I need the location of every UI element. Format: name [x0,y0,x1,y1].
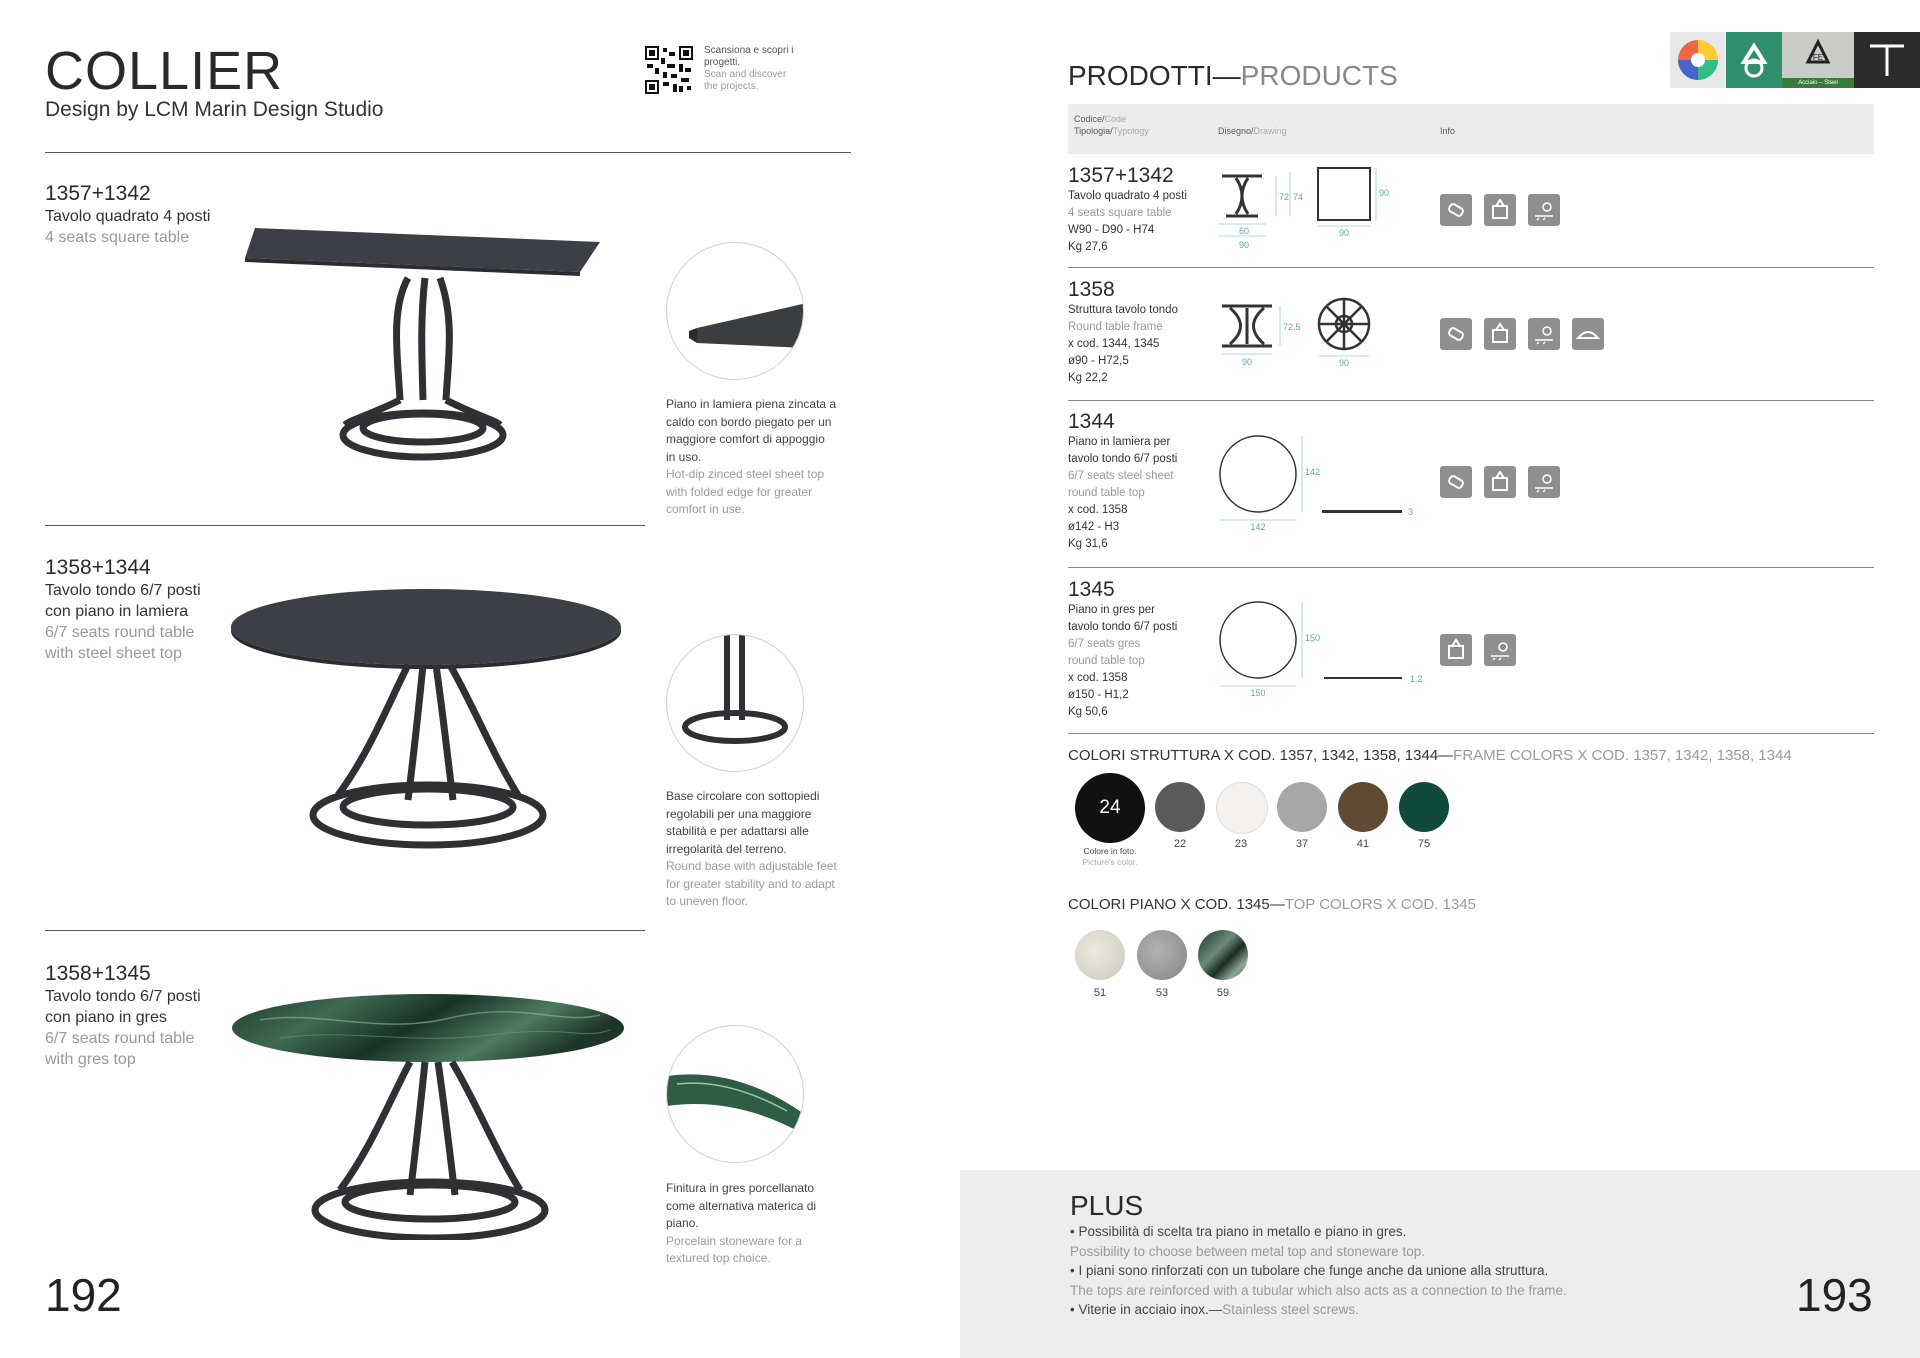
dim-label: 90 [1241,357,1253,367]
header-code-en: Code [1104,114,1127,124]
top-colors-title-en: TOP COLORS X COD. 1345 [1284,896,1476,913]
products-heading-sep: — [1212,60,1241,91]
note-3-it-line: Finitura in gres porcellanato [666,1181,815,1195]
note-3-it-line: come alternativa materica di [666,1198,817,1213]
dim-label: 90 [1238,240,1250,250]
dim-label: 3 [1408,507,1414,517]
dim-label: 72.5 [1283,322,1301,332]
dim-label: 1.2 [1410,674,1423,684]
item-desc-it: con piano in gres [45,1009,167,1026]
picture-color-en: Picture's color. [1082,857,1138,867]
color-swatch[interactable] [1155,782,1205,832]
adjustable-feet-icon [1572,318,1604,350]
weight-capacity-icon [1484,466,1516,498]
weight-capacity-icon [1440,634,1472,666]
drawing-1344 [1210,430,1430,535]
color-swatch-selected[interactable] [1075,773,1145,843]
weather-resistant-icon [1528,194,1560,226]
note-1-it-line: in uso. [666,449,702,464]
product-line: Piano in lamiera per [1068,436,1171,448]
dim-label: 90 [1379,188,1390,198]
header-drawing-it: Disegno/ [1218,126,1254,136]
note-1 [666,396,846,519]
color-wheel-icon [1670,32,1726,88]
swatch-label: 53 [1155,987,1169,999]
detail-circle-top-edge [666,242,804,380]
note-2-en-line: for greater stability and to adapt [666,876,835,891]
header-drawing-en: Drawing [1253,126,1287,136]
weather-resistant-icon [1528,318,1560,350]
product-line: ø90 - H72,5 [1068,355,1129,367]
product-line: ø142 - H3 [1068,521,1120,533]
dim-label: 60 [1238,226,1250,236]
product-line: Kg 50,6 [1068,706,1108,718]
product-line: x cod. 1344, 1345 [1068,338,1160,350]
swatch-label: 24 [1099,797,1121,818]
product-line: x cod. 1358 [1068,672,1128,684]
products-heading-en: PRODUCTS [1240,60,1398,91]
products-heading-it: PRODOTTI [1068,60,1213,91]
frame-colors-title-en: FRAME COLORS X COD. 1357, 1342, 1358, 1344 [1453,747,1792,764]
qr-code[interactable] [645,46,693,94]
drawing-1358 [1210,290,1400,370]
note-1-it-line: Piano in lamiera piena zincata a [666,397,837,411]
dim-label: 74 [1293,192,1304,202]
product-row-1345 [1068,578,1177,721]
frame-colors-title-it: COLORI STRUTTURA X COD. 1357, 1342, 1358, 1344 [1068,747,1439,764]
plus-title: PLUS [1070,1190,1144,1221]
item-desc-en: 6/7 seats round table [45,624,195,641]
round-gres-table-image [230,990,630,1240]
plus-last-en: Stainless steel screws. [1222,1302,1359,1317]
swatch-label: 41 [1356,838,1370,850]
note-1-en-line: comfort in use. [666,502,745,516]
plus-line: The tops are reinforced with a tubular which also acts as a connection to the frame. [1070,1282,1567,1298]
section-rule [45,930,645,931]
item-desc-it: Tavolo tondo 6/7 posti [45,988,201,1005]
svg-text:FE: FE [1812,53,1824,62]
swatch-label: 75 [1417,838,1431,850]
product-line: x cod. 1358 [1068,504,1128,516]
note-3 [666,1180,846,1268]
row-divider [1068,267,1874,268]
dim-label: 72 [1279,192,1290,202]
dim-label: 90 [1338,358,1350,368]
dim-label: 150 [1305,633,1321,643]
typology-t-icon [1854,32,1920,88]
screws-info-icon [1440,466,1472,498]
product-line: tavolo tondo 6/7 posti [1068,453,1178,465]
note-1-it-line: maggiore comfort di appoggio [666,432,825,446]
color-swatch[interactable] [1075,930,1125,980]
swatch-label: 59 [1216,987,1230,999]
steel-recycle-icon [1782,32,1854,88]
dim-label: 142 [1250,522,1266,532]
item-desc-it: Tavolo quadrato 4 posti [45,208,211,225]
weather-resistant-icon [1484,634,1516,666]
header-rule [45,152,851,153]
picture-color-note [1065,846,1155,868]
row-divider [1068,567,1874,568]
note-3-en-line: textured top choice. [666,1251,771,1265]
table-header [1068,104,1874,154]
product-code: 1358 [1068,278,1115,301]
header-drawing [1218,126,1287,136]
dim-label: 90 [1338,228,1350,238]
product-line: tavolo tondo 6/7 posti [1068,621,1178,633]
product-line: round table top [1068,487,1145,499]
note-2-en-line: to uneven floor. [666,894,749,908]
product-code: 1345 [1068,578,1115,601]
product-row-1344 [1068,410,1177,553]
plus-list [1070,1222,1567,1320]
qr-caption [704,45,794,93]
item-desc-en: with steel sheet top [45,645,182,662]
note-1-it-line: caldo con bordo piegato per un [666,414,832,429]
product-line: Tavolo quadrato 4 posti [1068,190,1187,202]
recycle-icon [1726,32,1782,88]
row-divider [1068,400,1874,401]
weather-resistant-icon [1528,466,1560,498]
product-line: Piano in gres per [1068,604,1155,616]
product-line: W90 - D90 - H74 [1068,224,1155,236]
item-3-text [45,962,201,1070]
steel-label: Acciaio – Steel [1782,78,1854,88]
note-1-en-line: Hot-dip zinced steel sheet top [666,467,825,481]
item-code: 1358+1345 [45,962,151,985]
item-desc-en: with gres top [45,1051,136,1068]
drawing-1357-1342 [1210,160,1400,250]
note-2 [666,788,846,911]
color-swatch[interactable] [1198,930,1248,980]
plus-line-last [1070,1300,1567,1320]
row-divider [1068,733,1874,734]
swatch-label: 37 [1295,838,1309,850]
plus-line: Possibility to choose between metal top and stoneware top. [1070,1243,1425,1259]
detail-circle-base [666,634,804,772]
note-1-en-line: with folded edge for greater [666,484,813,499]
detail-circle-gres [666,1025,804,1163]
note-2-en-line: Round base with adjustable feet [666,859,837,873]
top-colors-title: COLORI PIANO X COD. 1345—TOP COLORS X COD. 1345 [1068,896,1476,913]
product-line: 6/7 seats gres [1068,638,1141,650]
weight-capacity-icon [1484,318,1516,350]
product-code: 1357+1342 [1068,164,1174,187]
item-desc-it: Tavolo tondo 6/7 posti [45,582,201,599]
item-1-text [45,182,210,248]
square-table-image [240,220,610,470]
item-desc-en: 6/7 seats round table [45,1030,195,1047]
weight-capacity-icon [1484,194,1516,226]
qr-caption-en: Scan and discover the projects. [704,69,787,92]
product-line: Kg 27,6 [1068,241,1108,253]
plus-line: • I piani sono rinforzati con un tubolare che funge anche da unione alla struttura. [1070,1263,1549,1278]
item-code: 1358+1344 [45,556,151,579]
header-code-it: Codice/ [1074,114,1105,124]
header-typology-it: Tipologia/ [1074,126,1113,136]
color-swatch[interactable] [1338,782,1388,832]
round-steel-table-image [228,585,628,855]
top-colors-title-it: COLORI PIANO X COD. 1345 [1068,896,1270,913]
page-number-left: 192 [45,1269,122,1321]
dim-label: 142 [1305,467,1321,477]
section-rule [45,525,645,526]
color-swatch[interactable] [1137,930,1187,980]
screws-info-icon [1440,194,1472,226]
header-info: Info [1440,126,1456,136]
item-desc-en: 4 seats square table [45,229,190,246]
note-3-en-line: Porcelain stoneware for a [666,1233,803,1248]
note-2-it-line: regolabili per una maggiore [666,806,812,821]
product-code: 1344 [1068,410,1115,433]
product-row-1358 [1068,278,1178,387]
dim-label: 150 [1250,688,1266,698]
page-number-right: 193 [1796,1269,1873,1321]
header-typology-en: Typology [1112,126,1149,136]
swatch-label: 51 [1093,987,1107,999]
product-line: Struttura tavolo tondo [1068,304,1178,316]
note-2-it-line: Base circolare con sottopiedi [666,789,820,803]
products-heading [1068,60,1398,92]
collection-title: COLLIER [45,41,284,101]
swatch-label: 23 [1234,838,1248,850]
plus-line: • Possibilità di scelta tra piano in metallo e piano in gres. [1070,1224,1407,1239]
product-line: ø150 - H1,2 [1068,689,1129,701]
drawing-1345 [1210,596,1430,701]
product-line: 4 seats square table [1068,207,1172,219]
item-2-text [45,556,201,664]
color-swatch[interactable] [1399,782,1449,832]
frame-colors-title: COLORI STRUTTURA X COD. 1357, 1342, 1358, 1344—FRAME COLORS X COD. 1357, 1342, 1358, 1344 [1068,747,1792,764]
product-line: Round table frame [1068,321,1163,333]
item-desc-it: con piano in lamiera [45,603,189,620]
picture-color-it: Colore in foto. [1083,846,1137,856]
product-line: Kg 22,2 [1068,372,1108,384]
plus-last-it: • Viterie in acciaio inox.— [1070,1302,1223,1317]
color-swatch[interactable] [1216,782,1268,834]
color-swatch[interactable] [1277,782,1327,832]
header-code [1074,114,1126,124]
product-line: round table top [1068,655,1145,667]
designer-credit: Design by LCM Marin Design Studio [45,98,384,121]
note-2-it-line: stabilità e per adattarsi alle [666,824,809,838]
product-line: Kg 31,6 [1068,538,1108,550]
header-typology [1074,126,1149,136]
product-row-1357-1342 [1068,164,1187,256]
qr-caption-it: Scansiona e scopri i progetti. [704,45,794,68]
swatch-label: 22 [1173,838,1187,850]
item-code: 1357+1342 [45,182,151,205]
product-line: 6/7 seats steel sheet [1068,470,1174,482]
note-2-it-line: irregolarità del terreno. [666,841,787,856]
note-3-it-line: piano. [666,1216,699,1230]
screws-info-icon [1440,318,1472,350]
